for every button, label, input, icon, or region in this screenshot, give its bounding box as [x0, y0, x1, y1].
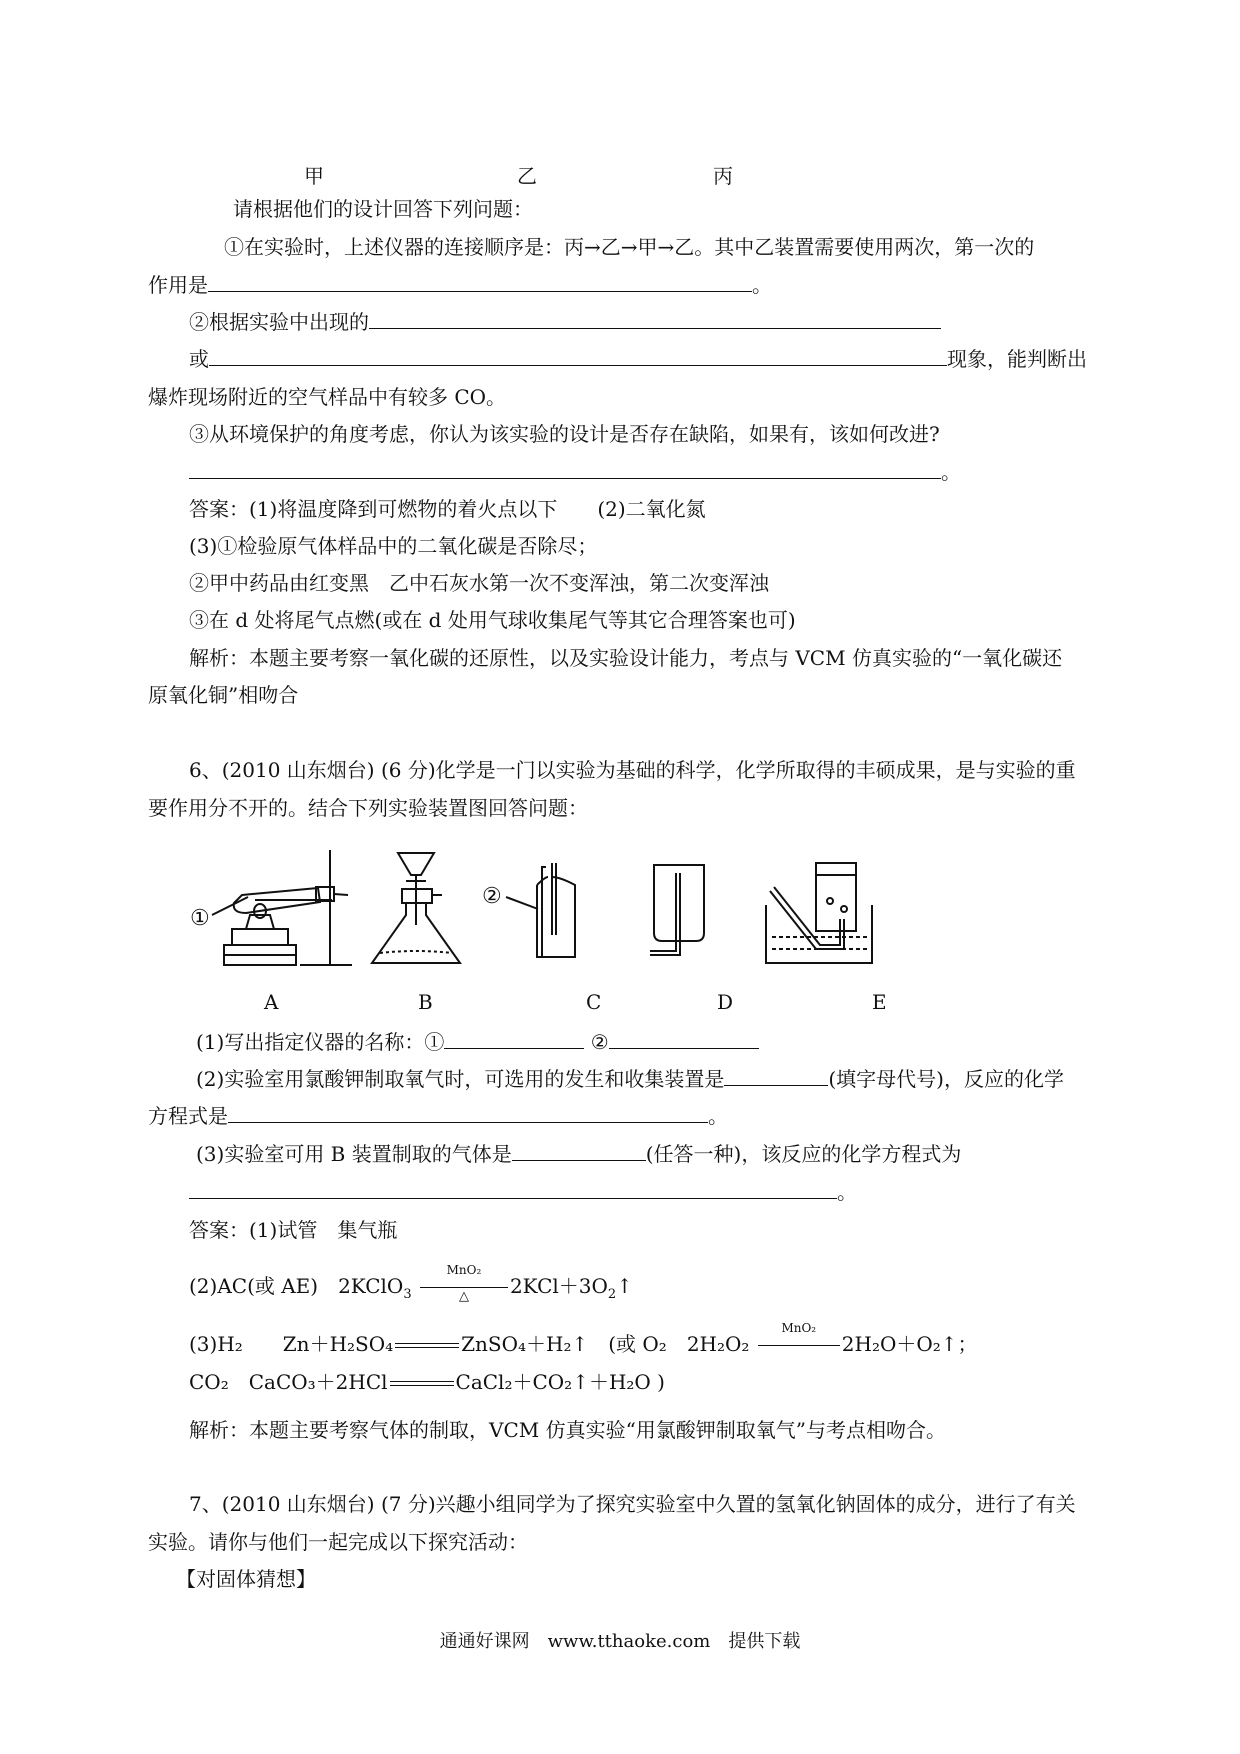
- q6-part1: (1)写出指定仪器的名称：① ②: [196, 1028, 759, 1056]
- q6-answer-3-line1: (3)H₂ Zn＋H₂SO₄ ZnSO₄＋H₂↑ (或 O₂ 2H₂O₂ MnO₂ 2H₂O＋O₂↑；: [189, 1330, 978, 1360]
- answer-blank[interactable]: [609, 1028, 759, 1049]
- apparatus-a: [190, 850, 352, 965]
- equals-sign: [388, 1379, 456, 1389]
- figure-label-c: C: [586, 990, 602, 1014]
- answer-blank[interactable]: [444, 1028, 584, 1049]
- answer-blank[interactable]: [189, 1178, 837, 1199]
- q6-analysis: 解析：本题主要考察气体的制取，VCM 仿真实验“用氯酸钾制取氧气”与考点相吻合。: [189, 1418, 947, 1442]
- q5-analysis-1: 解析：本题主要考察一氧化碳的还原性，以及实验设计能力，考点与 VCM 仿真实验的“一氧化碳还: [189, 646, 1063, 670]
- reaction-condition: MnO₂: [756, 1332, 842, 1360]
- label-yi: 乙: [517, 164, 537, 188]
- q7-stem-2: 实验。请你与他们一起完成以下探究活动：: [148, 1530, 528, 1554]
- apparatus-figure: [180, 845, 1000, 985]
- equals-sign: [393, 1341, 461, 1351]
- apparatus-d: [650, 865, 704, 955]
- q5-answer-3: ②甲中药品由红变黑 乙中石灰水第一次不变浑浊，第二次变浑浊: [189, 571, 769, 595]
- answer-blank[interactable]: [228, 1102, 708, 1123]
- q5-answer-1: 答案：(1)将温度降到可燃物的着火点以下 (2)二氧化氮: [189, 497, 706, 521]
- answer-blank[interactable]: [512, 1140, 646, 1161]
- q7-heading: 【对固体猜想】: [176, 1567, 316, 1591]
- q6-part2-line2: 方程式是 。: [148, 1104, 728, 1128]
- apparatus-e: [766, 863, 872, 963]
- q5-prompt: 请根据他们的设计回答下列问题：: [233, 197, 533, 221]
- q6-part3-line1: (3)实验室可用 B 装置制取的气体是 (任答一种)，该反应的化学方程式为: [196, 1142, 962, 1166]
- q5-sub2-line3: 爆炸现场附近的空气样品中有较多 CO。: [148, 385, 507, 409]
- answer-blank[interactable]: [369, 308, 941, 329]
- q6-part3-line2: 。: [189, 1178, 857, 1206]
- q5-sub3-answer: 。: [189, 458, 961, 486]
- label-jia: 甲: [304, 164, 324, 188]
- q5-analysis-2: 原氧化铜”相吻合: [148, 683, 299, 707]
- reaction-condition: $\frac{\text{MnO₂}}{\triangle}$: [418, 1274, 510, 1302]
- answer-blank[interactable]: [208, 271, 752, 292]
- circle-label-2: ②: [482, 884, 502, 909]
- q5-answer-2: (3)①检验原气体样品中的二氧化碳是否除尽；: [189, 534, 598, 558]
- apparatus-b: [372, 853, 460, 963]
- q6-part2-line1: (2)实验室用氯酸钾制取氧气时，可选用的发生和收集装置是 (填字母代号)，反应的化学: [196, 1067, 1064, 1091]
- label-bing: 丙: [713, 164, 733, 188]
- q6-stem-1: 6、(2010 山东烟台) (6 分)化学是一门以实验为基础的科学，化学所取得的丰硕成果，是与实验的重: [189, 758, 1076, 782]
- q5-sub1-line1: ①在实验时，上述仪器的连接顺序是：丙→乙→甲→乙。其中乙装置需要使用两次，第一次的: [224, 235, 1035, 259]
- answer-blank[interactable]: [724, 1065, 828, 1086]
- q5-sub1-line2: 作用是 。: [148, 273, 772, 297]
- q6-answer-3-line2: CO₂ CaCO₃＋2HCl CaCl₂＋CO₂↑＋H₂O ): [189, 1370, 665, 1394]
- apparatus-c: [482, 863, 575, 957]
- q6-answer-1: 答案：(1)试管 集气瓶: [189, 1218, 398, 1242]
- page-footer: 通通好课网 www.tthaoke.com 提供下载: [439, 1631, 801, 1652]
- q6-answer-2: (2)AC(或 AE) 2KClO$_3$ $\frac{\text{MnO₂}}{\triangle}$ $2KCl+3O_2↑$: [189, 1262, 633, 1304]
- answer-blank[interactable]: [189, 458, 941, 479]
- q5-answer-4: ③在 d 处将尾气点燃(或在 d 处用气球收集尾气等其它合理答案也可): [189, 608, 796, 632]
- q5-sub2-line2: 或 现象，能判断出: [189, 347, 1087, 371]
- q5-sub2-line1: ②根据实验中出现的: [189, 308, 941, 336]
- circle-label-1: ①: [190, 906, 210, 931]
- q7-stem-1: 7、(2010 山东烟台) (7 分)兴趣小组同学为了探究实验室中久置的氢氧化钠固体的成分，进行了有关: [189, 1492, 1076, 1516]
- q6-stem-2: 要作用分不开的。结合下列实验装置图回答问题：: [148, 796, 588, 820]
- q5-sub3: ③从环境保护的角度考虑，你认为该实验的设计是否存在缺陷，如果有，该如何改进?: [189, 422, 940, 446]
- figure-label-a: A: [264, 990, 279, 1014]
- answer-blank[interactable]: [209, 345, 947, 366]
- figure-label-e: E: [872, 990, 887, 1014]
- figure-label-b: B: [418, 990, 433, 1014]
- figure-label-d: D: [717, 990, 734, 1014]
